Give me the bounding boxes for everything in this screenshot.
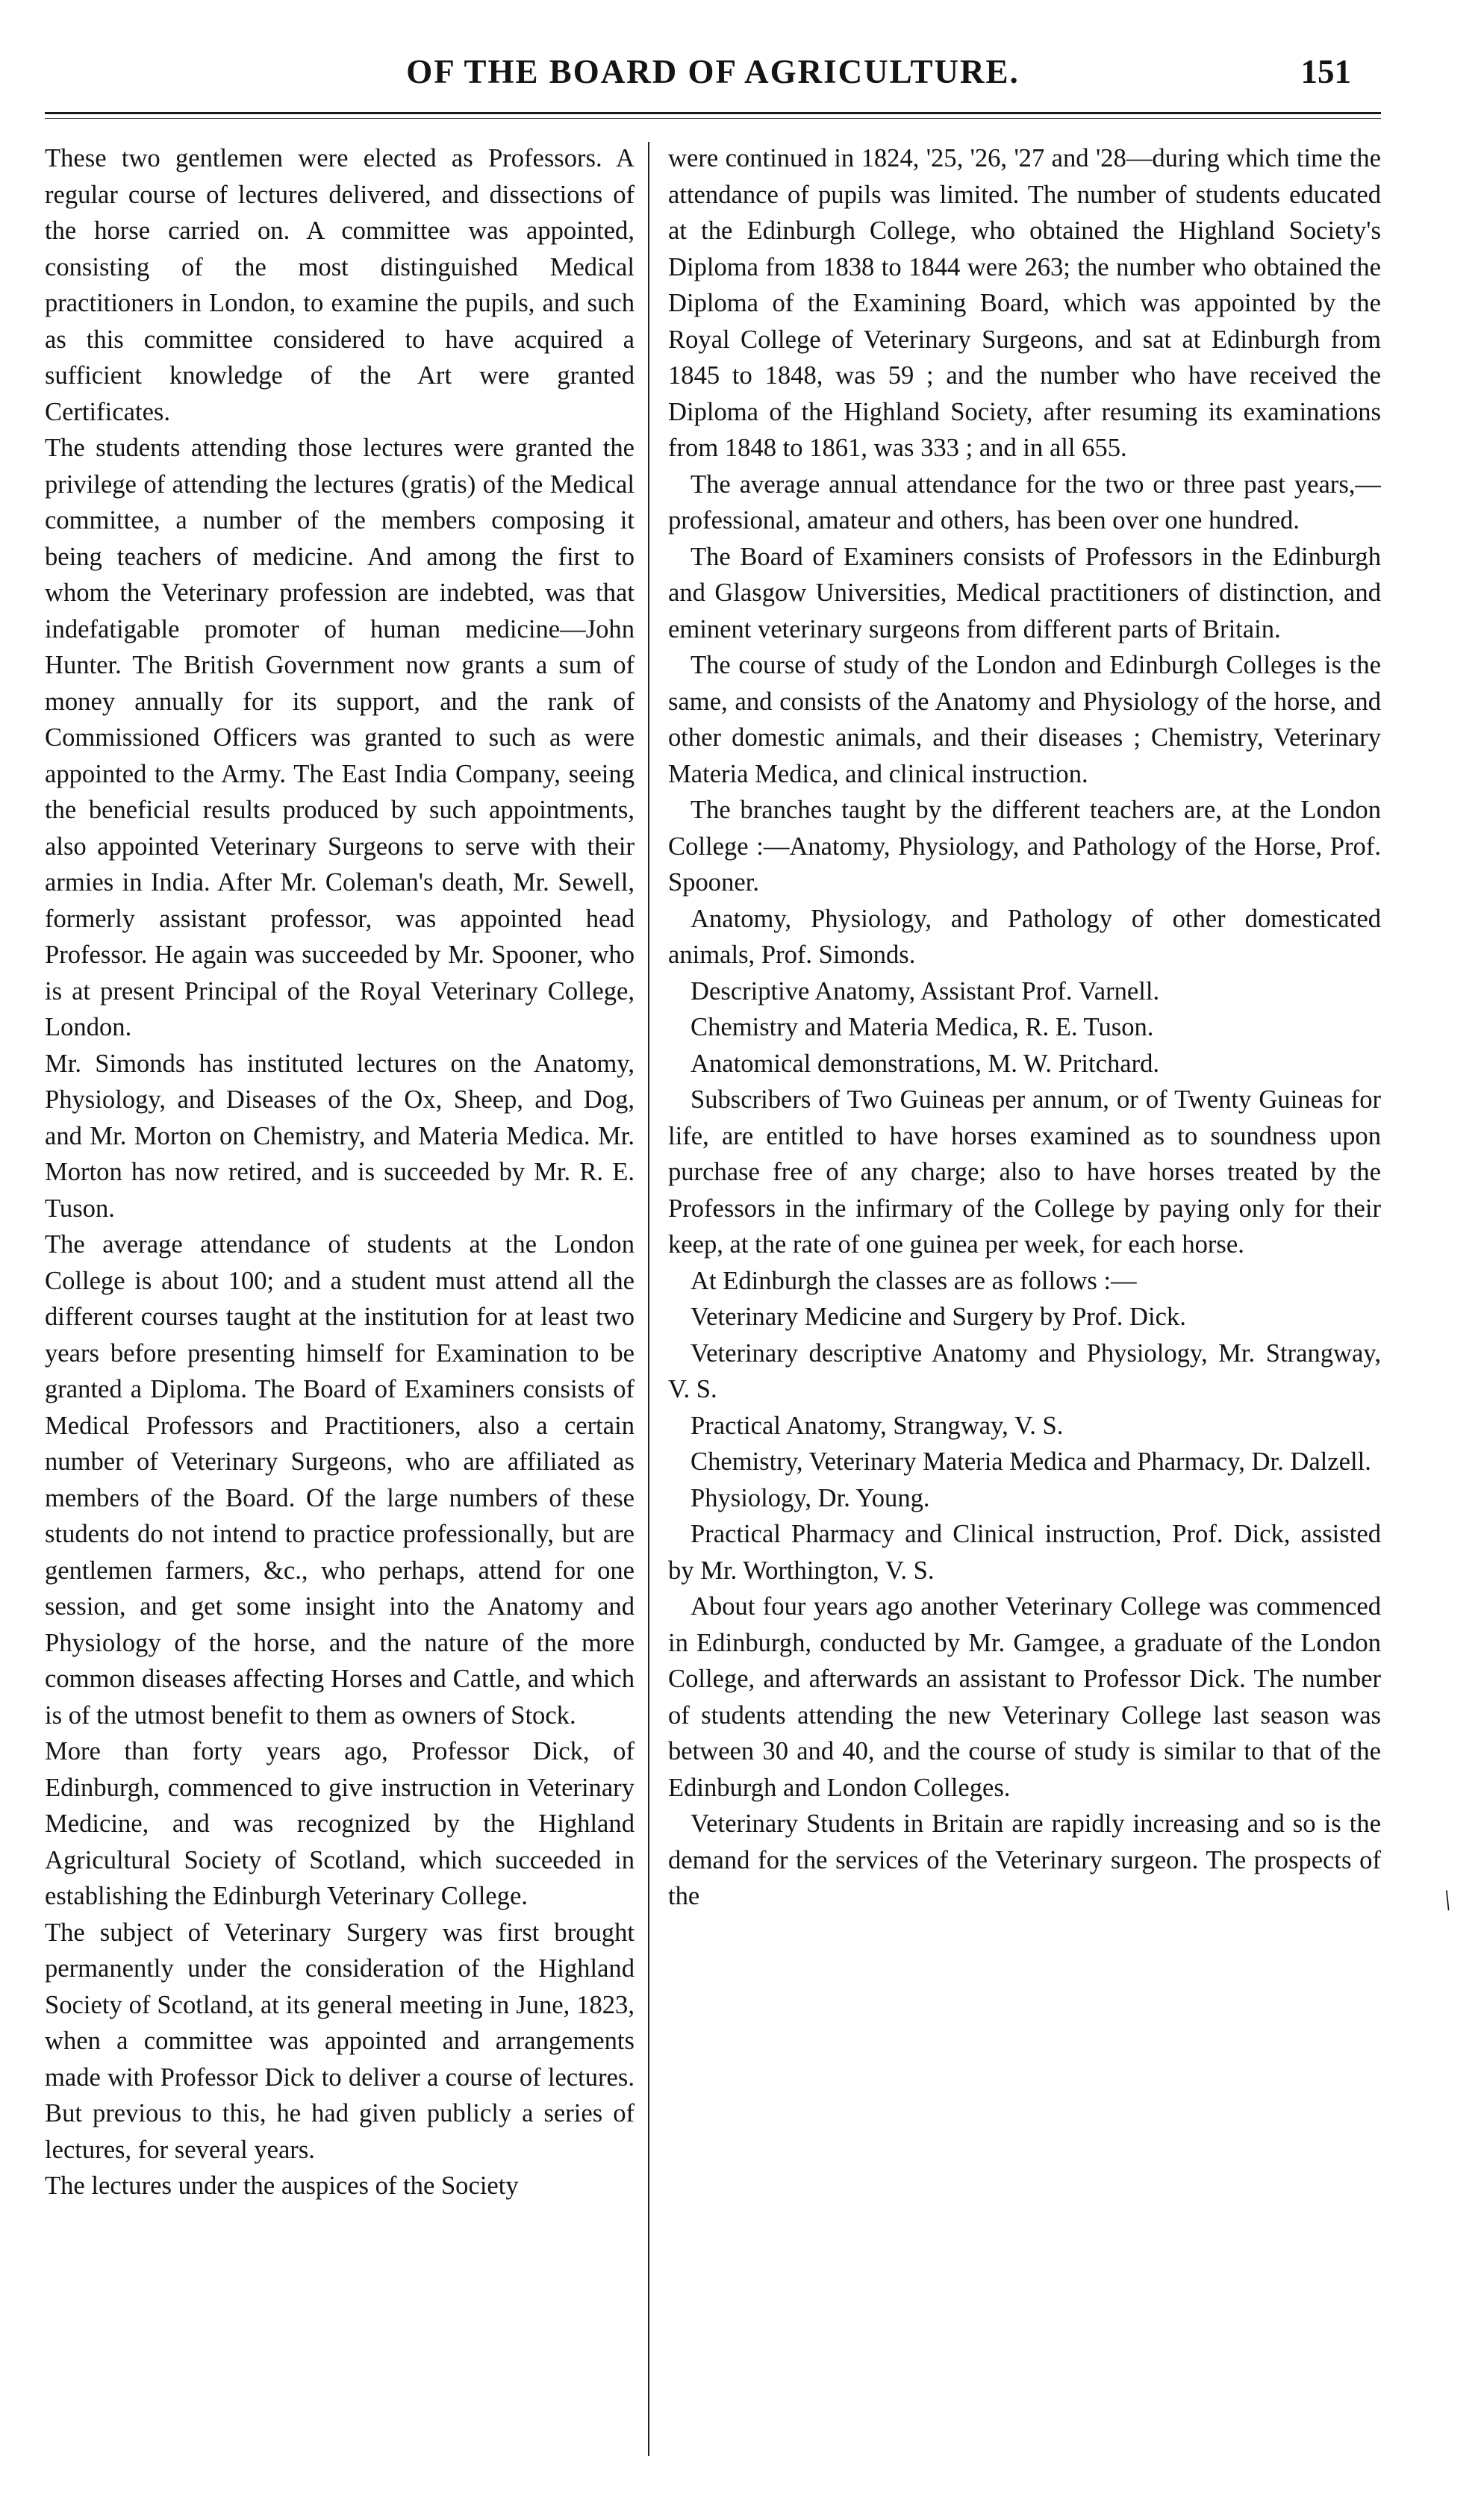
header-rule bbox=[45, 112, 1381, 114]
paragraph: The course of study of the London and Edinburgh Colleges is the same, and consists of the Anatomy and Physiology of the horse, and other domestic animals, and their diseases ; Chemistry, Veterinary Materia Medica, and clinical instruction. bbox=[668, 651, 1381, 788]
paragraph: At Edinburgh the classes are as follows :— bbox=[690, 1266, 1137, 1295]
paragraph: Physiology, Dr. Young. bbox=[690, 1483, 930, 1512]
paragraph: were continued in 1824, '25, '26, '27 and '28—during which time the attendance of pupils was limited. The number of students educated at the Edinburgh College, who obtained the Highland Society's Diploma from 1838 to 1844 were 263; the number who obtained the Diploma of the Examining Board, which was appointed by the Royal College of Veterinary Surgeons, and sat at Edinburgh from 1845 to 1848, was 59 ; and the number who have received the Diploma of the Highland Society, after resuming its examinations from 1848 to 1861, was 333 ; and in all 655. bbox=[668, 144, 1381, 462]
paragraph: Veterinary descriptive Anatomy and Physiology, Mr. Strangway, V. S. bbox=[668, 1338, 1381, 1403]
paragraph: Anatomical demonstrations, M. W. Pritchard. bbox=[690, 1049, 1160, 1078]
paragraph: Chemistry, Veterinary Materia Medica and Pharmacy, Dr. Dalzell. bbox=[690, 1447, 1371, 1476]
right-column bbox=[668, 140, 1381, 2454]
header-rule-thin bbox=[45, 118, 1381, 119]
paragraph: The Board of Examiners consists of Professors in the Edinburgh and Glasgow Universities, Medical practitioners of distinction, and eminent veterinary surgeons from different parts of Britain. bbox=[668, 542, 1381, 643]
paragraph: The average annual attendance for the two or three past years,—professional, amateur and others, has been over one hundred. bbox=[668, 470, 1381, 534]
running-title: OF THE BOARD OF AGRICULTURE. bbox=[406, 53, 1020, 90]
paragraph: Practical Anatomy, Strangway, V. S. bbox=[690, 1411, 1064, 1440]
margin-mark: / bbox=[1437, 1884, 1458, 1917]
paragraph: Veterinary Medicine and Surgery by Prof. Dick. bbox=[690, 1303, 1186, 1331]
paragraph: The average attendance of students at the London College is about 100; and a student must attend all the different courses taught at the institution for at least two years before presenting himself for Examination to be granted a Diploma. The Board of Examiners consists of Medical Professors and Practitioners, also a certain number of Veterinary Surgeons, who are affiliated as members of the Board. Of the large numbers of these students do not intend to practice professionally, but are gentlemen farmers, &c., who perhaps, attend for one session, and get some insight into the Anatomy and Physiology of the horse, and the nature of the more common diseases affecting Horses and Cattle, and which is of the utmost benefit to them as owners of Stock. bbox=[45, 1230, 635, 1730]
paragraph: The branches taught by the different teachers are, at the London College :—Anatomy, Physiology, and Pathology of the Horse, Prof. Spooner. bbox=[668, 796, 1381, 897]
running-head bbox=[45, 46, 1381, 106]
paragraph: The lectures under the auspices of the Society bbox=[45, 2172, 519, 2200]
paragraph: Descriptive Anatomy, Assistant Prof. Varnell. bbox=[690, 976, 1160, 1006]
paragraph: The students attending those lectures were granted the privilege of attending the lectures (gratis) of the Medical committee, a number of the members composing it being teachers of medicine. And among the first to whom the Veterinary profession are indebted, was that indefatigable promoter of human medicine—John Hunter. The British Government now grants a sum of money annually for its support, and the rank of Commissioned Officers was granted to such as were appointed to the Army. The East India Company, seeing the beneficial results produced by such appointments, also appointed Veterinary Surgeons to serve with their armies in India. After Mr. Coleman's death, Mr. Sewell, formerly assistant professor, was appointed head Professor. He again was succeeded by Mr. Spooner, who is at present Principal of the Royal Veterinary College, London. bbox=[45, 434, 635, 1041]
paragraph: Chemistry and Materia Medica, R. E. Tuson. bbox=[690, 1013, 1154, 1041]
paragraph: Veterinary Students in Britain are rapidly increasing and so is the demand for the services of the Veterinary surgeon. The prospects of the bbox=[668, 1809, 1381, 1910]
paragraph: Subscribers of Two Guineas per annum, or of Twenty Guineas for life, are entitled to have horses examined as to soundness upon purchase free of any charge; also to have horses treated by the Professors in the infirmary of the College by paying only for their keep, at the rate of one guinea per week, for each horse. bbox=[668, 1085, 1381, 1259]
column-divider bbox=[648, 142, 649, 2456]
paragraph: More than forty years ago, Professor Dick, of Edinburgh, commenced to give instruction in Veterinary Medicine, and was recognized by the Highland Agricultural Society of Scotland, which succeeded in establishing the Edinburgh Veterinary College. bbox=[45, 1737, 635, 1910]
paragraph: Practical Pharmacy and Clinical instruction, Prof. Dick, assisted by Mr. Worthington, V. S. bbox=[668, 1520, 1381, 1585]
paragraph: Mr. Simonds has instituted lectures on the Anatomy, Physiology, and Diseases of the Ox, Sheep, and Dog, and Mr. Morton on Chemistry, and Materia Medica. Mr. Morton has now retired, and is succeeded by Mr. R. E. Tuson. bbox=[45, 1049, 635, 1223]
left-column bbox=[45, 140, 635, 2454]
paragraph: About four years ago another Veterinary College was commenced in Edinburgh, conducted by Mr. Gamgee, a graduate of the London College, and afterwards an assistant to Professor Dick. The number of students attending the new Veterinary College last season was between 30 and 40, and the course of study is similar to that of the Edinburgh and London Colleges. bbox=[668, 1592, 1381, 1802]
paragraph: The subject of Veterinary Surgery was first brought permanently under the consideration of the Highland Society of Scotland, at its general meeting in June, 1823, when a committee was appointed and arrangements made with Professor Dick to deliver a course of lectures. But previous to this, he had given publicly a series of lectures, for several years. bbox=[45, 1918, 635, 2164]
paragraph: These two gentlemen were elected as Professors. A regular course of lectures delivered, and dissections of the horse carried on. A committee was appointed, consisting of the most distinguished Medical practitioners in London, to examine the pupils, and such as this committee considered to have acquired a sufficient knowledge of the Art were granted Certificates. bbox=[45, 144, 635, 426]
page-number: 151 bbox=[1300, 53, 1351, 90]
paragraph: Anatomy, Physiology, and Pathology of other domesticated animals, Prof. Simonds. bbox=[668, 904, 1381, 969]
